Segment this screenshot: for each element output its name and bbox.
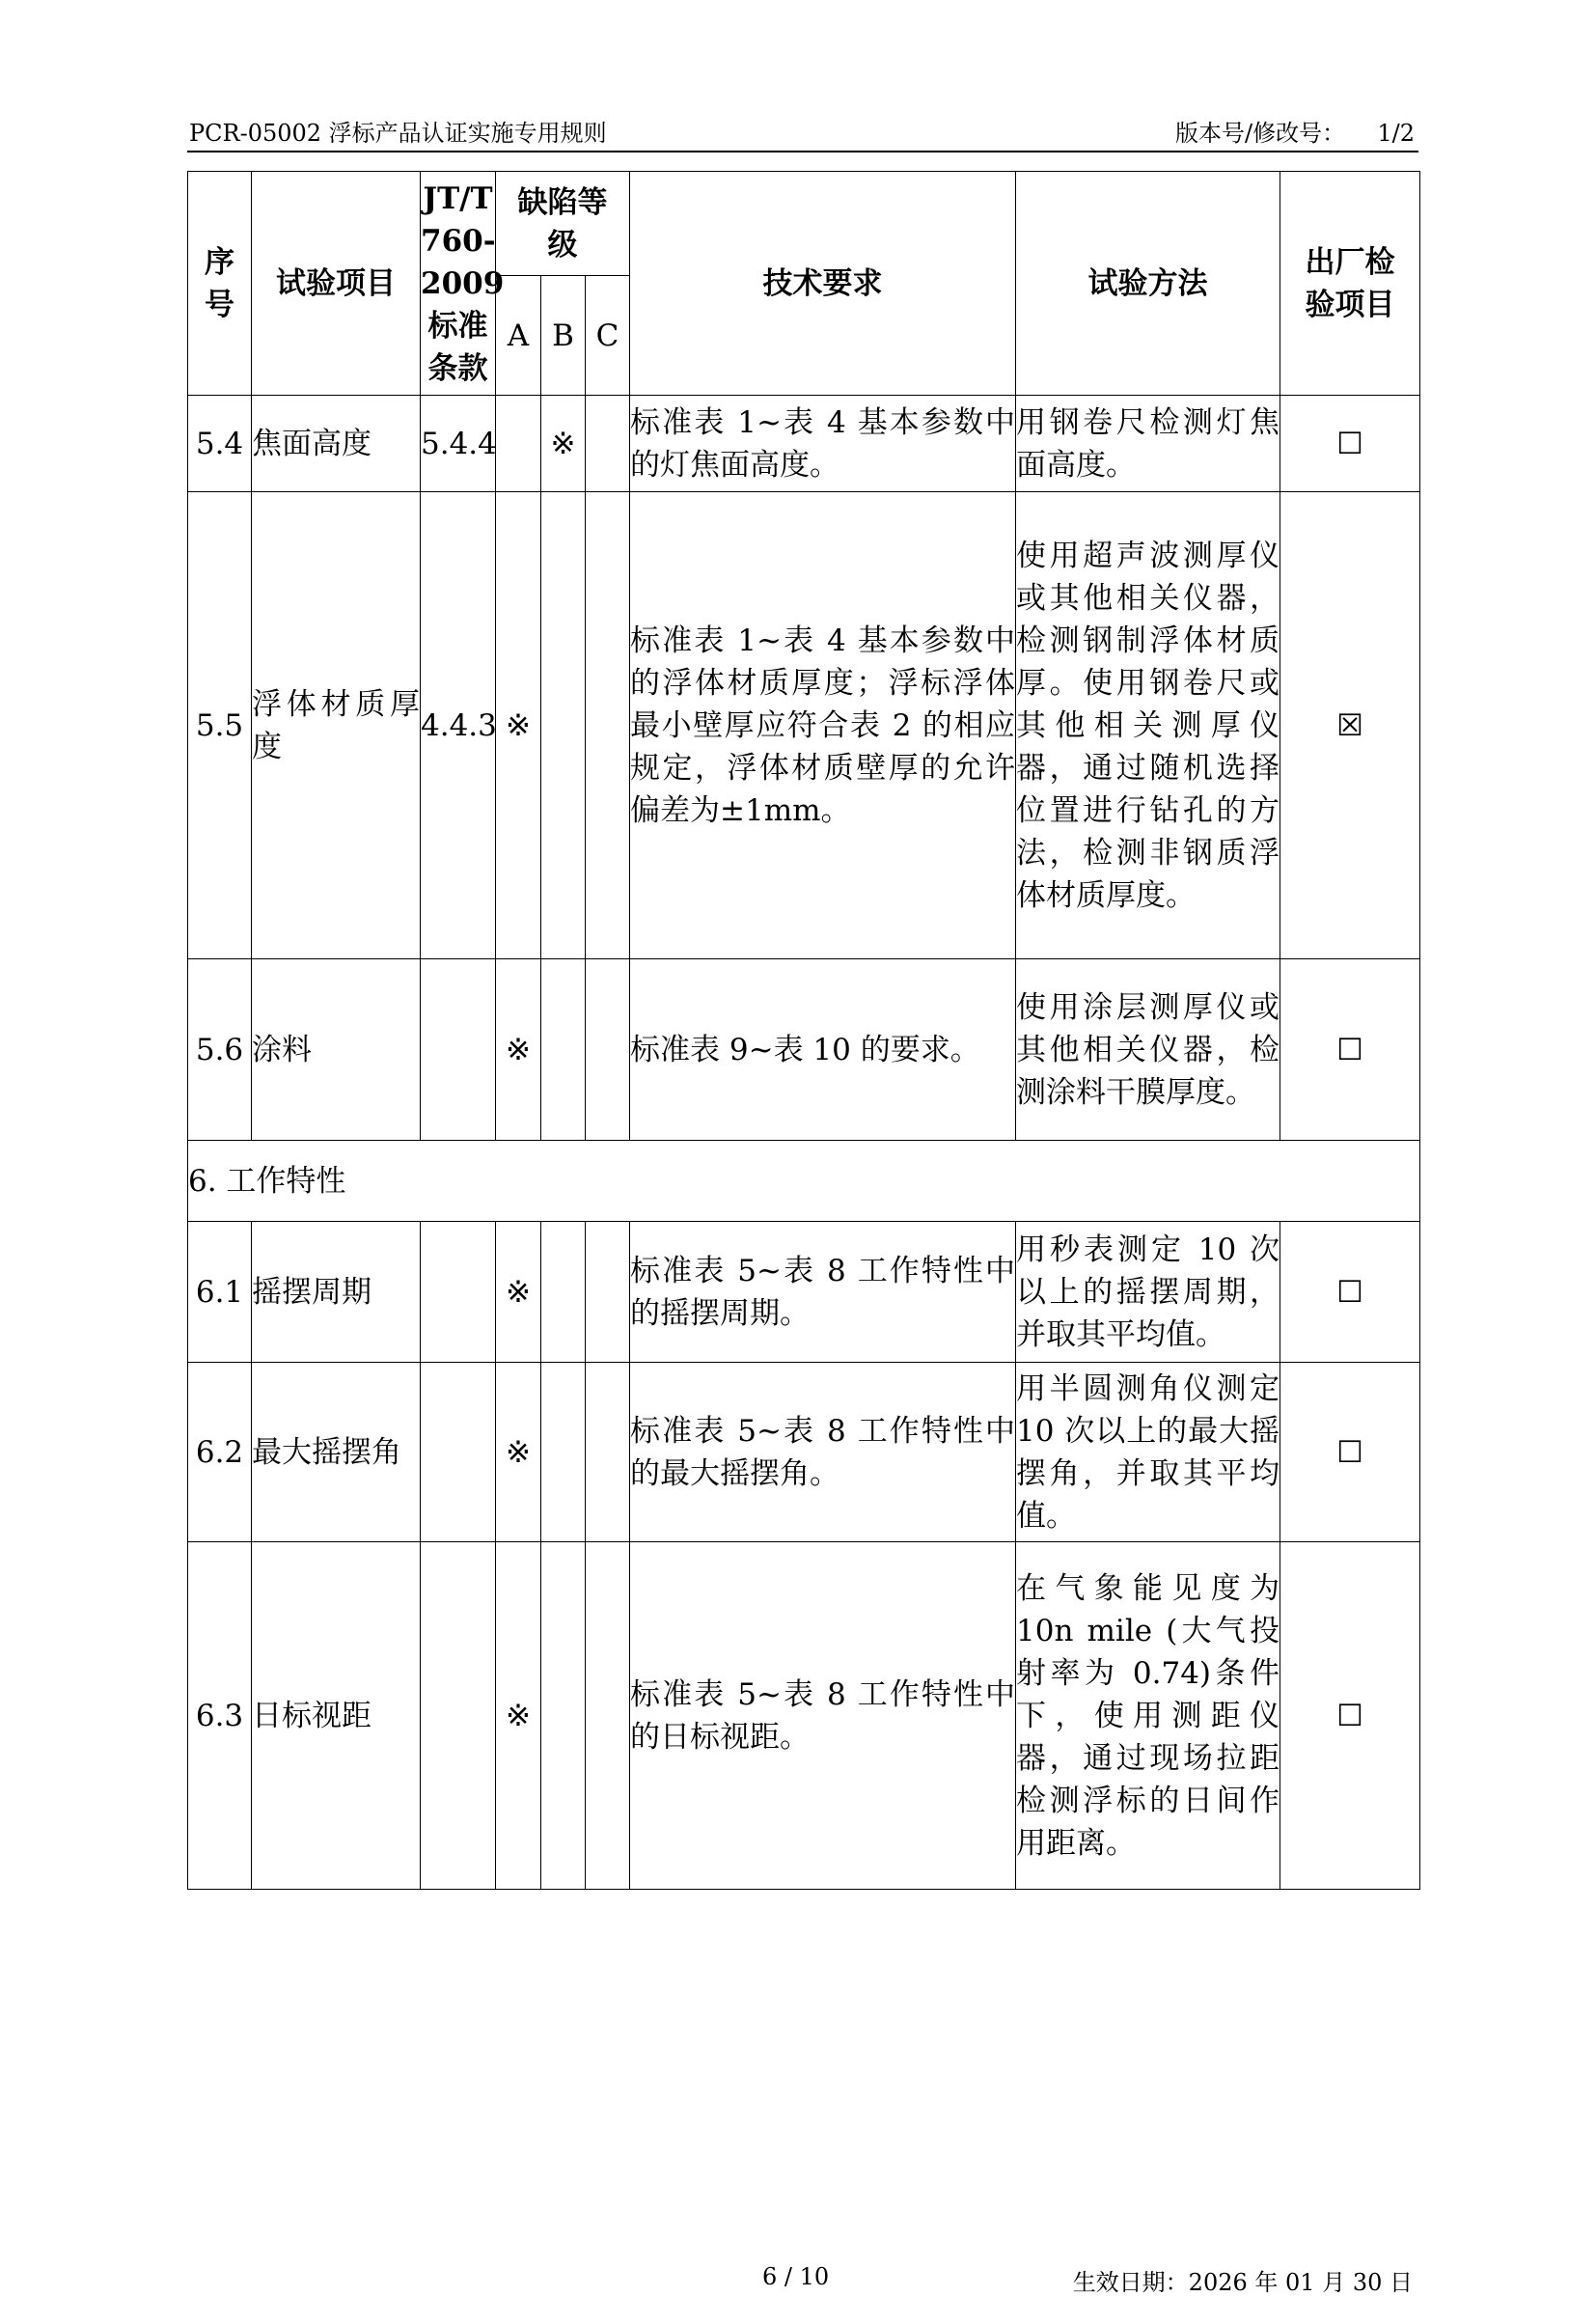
table-row — [188, 1363, 1420, 1542]
row-item: 涂料 — [252, 959, 421, 1141]
row-no: 5.5 — [188, 492, 252, 959]
test-items-table — [187, 171, 1420, 1890]
row-clause — [421, 1363, 496, 1542]
header-defect: 缺陷等级 — [496, 172, 630, 276]
header-item: 试验项目 — [252, 172, 421, 396]
row-a: ※ — [496, 959, 541, 1141]
row-a: ※ — [496, 1222, 541, 1363]
row-c — [586, 396, 630, 492]
row-item: 日标视距 — [252, 1542, 421, 1890]
row-c — [586, 959, 630, 1141]
section-row — [188, 1141, 1420, 1222]
header-no: 序号 — [188, 172, 252, 396]
header-method: 试验方法 — [1016, 172, 1280, 396]
row-tech: 标准表 5~表 8 工作特性中的日标视距。 — [630, 1542, 1016, 1890]
row-no: 5.6 — [188, 959, 252, 1141]
version-info — [1175, 114, 1415, 148]
table-row — [188, 396, 1420, 492]
version-label: 版本号/修改号： — [1175, 120, 1346, 147]
row-item: 摇摆周期 — [252, 1222, 421, 1363]
row-a: ※ — [496, 1363, 541, 1542]
table-row — [188, 1542, 1420, 1890]
row-item: 浮体材质厚度 — [252, 492, 421, 959]
table-row — [188, 1222, 1420, 1363]
row-b — [541, 1222, 586, 1363]
row-a: ※ — [496, 492, 541, 959]
row-tech: 标准表 5~表 8 工作特性中的摇摆周期。 — [630, 1222, 1016, 1363]
row-clause — [421, 1222, 496, 1363]
factory-checkbox: ☐ — [1280, 959, 1420, 1141]
row-clause: 4.4.3 — [421, 492, 496, 959]
row-method: 用秒表测定 10 次以上的摇摆周期，并取其平均值。 — [1016, 1222, 1280, 1363]
header-factory: 出厂检验项目 — [1280, 172, 1420, 396]
row-b — [541, 1542, 586, 1890]
effective-date: 生效日期：2026 年 01 月 30 日 — [1072, 2269, 1413, 2296]
row-no: 6.1 — [188, 1222, 252, 1363]
page-number: 6 / 10 — [762, 2263, 830, 2290]
header-tech: 技术要求 — [630, 172, 1016, 396]
factory-checkbox: ☐ — [1280, 1542, 1420, 1890]
row-method: 使用超声波测厚仪或其他相关仪器，检测钢制浮体材质厚。使用钢卷尺或其他相关测厚仪器，通过随机选择位置进行钻孔的方法，检测非钢质浮体材质厚度。 — [1016, 492, 1280, 959]
row-b — [541, 959, 586, 1141]
row-tech: 标准表 5~表 8 工作特性中的最大摇摆角。 — [630, 1363, 1016, 1542]
header-b: B — [541, 276, 586, 396]
row-method: 用钢卷尺检测灯焦面高度。 — [1016, 396, 1280, 492]
row-c — [586, 1222, 630, 1363]
row-no: 6.2 — [188, 1363, 252, 1542]
row-b: ※ — [541, 396, 586, 492]
row-clause: 5.4.4 — [421, 396, 496, 492]
row-item: 焦面高度 — [252, 396, 421, 492]
row-clause — [421, 959, 496, 1141]
row-tech: 标准表 1~表 4 基本参数中的灯焦面高度。 — [630, 396, 1016, 492]
row-method: 在气象能见度为 10n mile (大气投射率为 0.74)条件下，使用测距仪器，通过现场拉距检测浮标的日间作用距离。 — [1016, 1542, 1280, 1890]
table-header-row — [188, 172, 1420, 276]
row-method: 用半圆测角仪测定 10 次以上的最大摇摆角，并取其平均值。 — [1016, 1363, 1280, 1542]
row-c — [586, 1363, 630, 1542]
document-title: PCR-05002 浮标产品认证实施专用规则 — [189, 120, 607, 147]
row-item: 最大摇摆角 — [252, 1363, 421, 1542]
factory-checkbox: ☐ — [1280, 396, 1420, 492]
row-clause — [421, 1542, 496, 1890]
row-c — [586, 492, 630, 959]
row-b — [541, 492, 586, 959]
version-value: 1/2 — [1377, 120, 1415, 147]
header-a: A — [496, 276, 541, 396]
row-tech: 标准表 9~表 10 的要求。 — [630, 959, 1016, 1141]
table-row — [188, 492, 1420, 959]
row-no: 5.4 — [188, 396, 252, 492]
header-rule — [187, 151, 1418, 152]
factory-checkbox: ☒ — [1280, 492, 1420, 959]
row-b — [541, 1363, 586, 1542]
table-row — [188, 959, 1420, 1141]
factory-checkbox: ☐ — [1280, 1222, 1420, 1363]
row-no: 6.3 — [188, 1542, 252, 1890]
header-clause: JT/T 760-2009 标准条款 — [421, 172, 496, 396]
row-c — [586, 1542, 630, 1890]
row-a: ※ — [496, 1542, 541, 1890]
row-method: 使用涂层测厚仪或其他相关仪器，检测涂料干膜厚度。 — [1016, 959, 1280, 1141]
row-a — [496, 396, 541, 492]
header-c: C — [586, 276, 630, 396]
row-tech: 标准表 1~表 4 基本参数中的浮体材质厚度；浮标浮体最小壁厚应符合表 2 的相应规定，浮体材质壁厚的允许偏差为±1mm。 — [630, 492, 1016, 959]
section-title: 6. 工作特性 — [188, 1141, 1420, 1222]
factory-checkbox: ☐ — [1280, 1363, 1420, 1542]
